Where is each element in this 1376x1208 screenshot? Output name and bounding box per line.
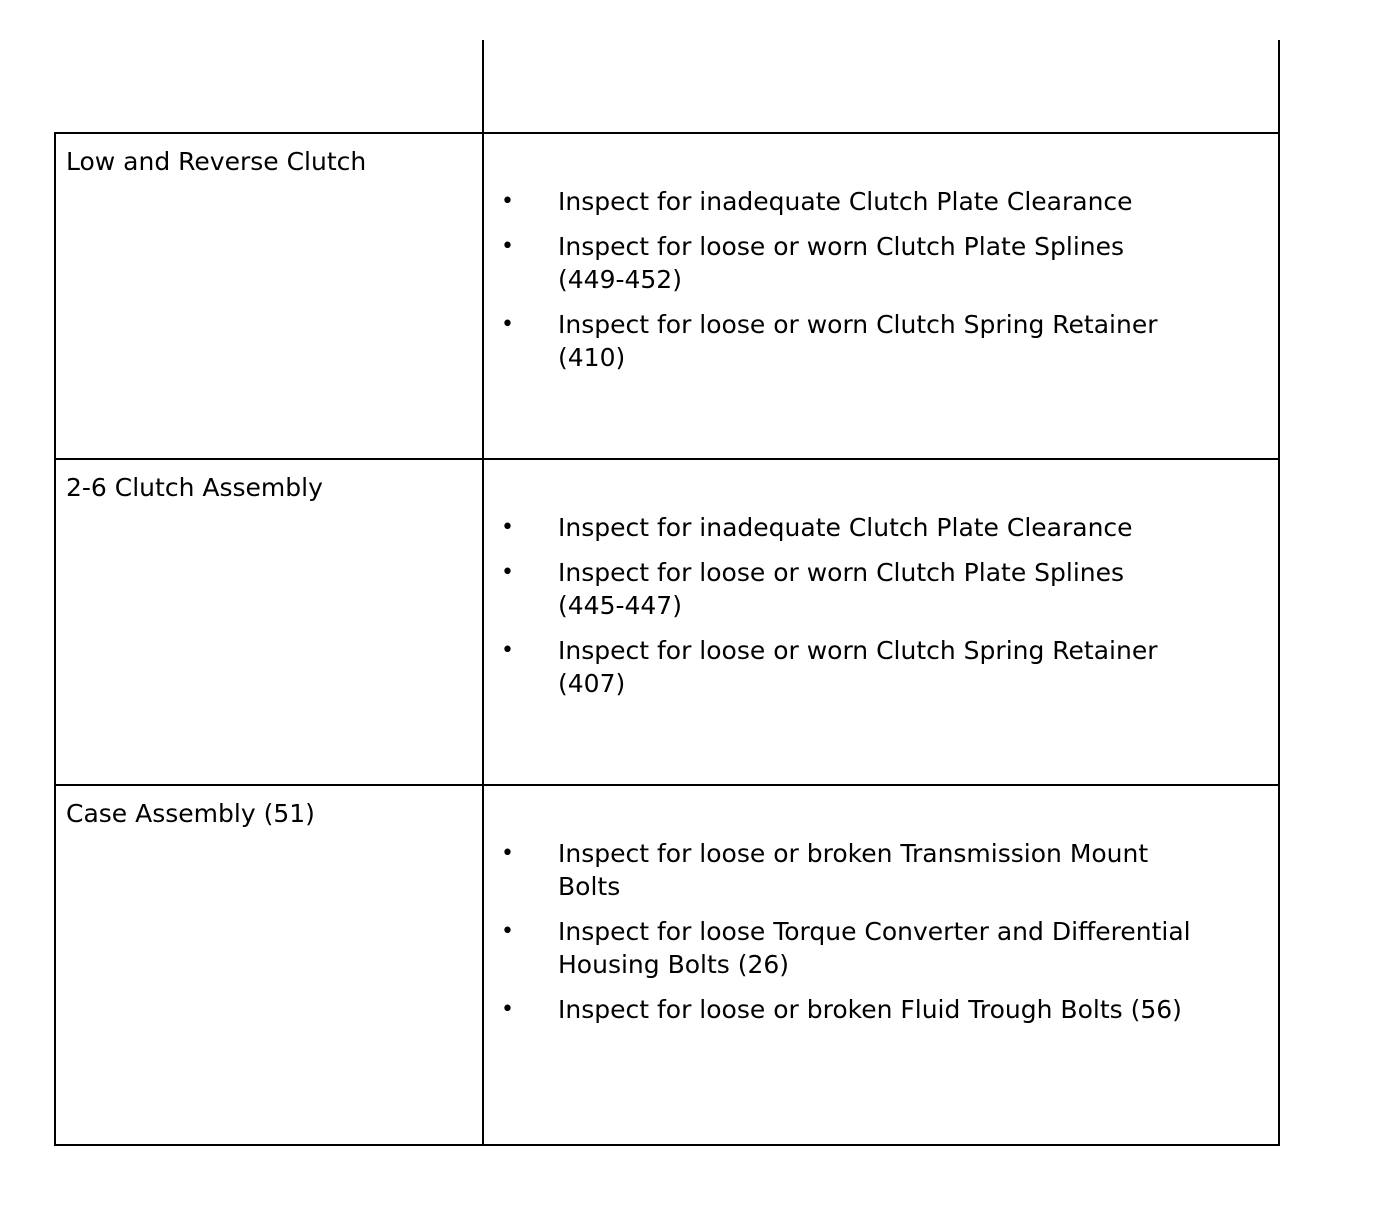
component-label: Case Assembly (51) <box>66 799 315 828</box>
list-item-text: Inspect for loose or worn Clutch Plate Splines (445-447) <box>558 558 1125 620</box>
list-item-text: Inspect for loose Torque Converter and Differential Housing Bolts (26) <box>558 917 1191 979</box>
list-item <box>495 230 1195 296</box>
list-item-text: Inspect for loose or broken Fluid Trough Bolts (56) <box>558 995 1182 1024</box>
table-column-divider <box>482 40 484 1146</box>
bullet-icon: • <box>501 638 514 663</box>
list-item-text: Inspect for loose or worn Clutch Spring Retainer (410) <box>558 310 1158 372</box>
list-item <box>495 185 1195 218</box>
row-divider <box>54 458 1280 460</box>
table-left-border <box>54 133 56 1146</box>
list-item-text: Inspect for inadequate Clutch Plate Clearance <box>558 187 1133 216</box>
row-divider <box>54 132 1280 134</box>
component-label: 2-6 Clutch Assembly <box>66 473 323 502</box>
bullet-icon: • <box>501 234 514 259</box>
table-bottom-border <box>54 1144 1280 1146</box>
inspection-list <box>495 185 1195 386</box>
list-item <box>495 634 1195 700</box>
bullet-icon: • <box>501 312 514 337</box>
row-divider <box>54 784 1280 786</box>
list-item-text: Inspect for inadequate Clutch Plate Clearance <box>558 513 1133 542</box>
list-item-text: Inspect for loose or worn Clutch Spring Retainer (407) <box>558 636 1158 698</box>
list-item <box>495 511 1195 544</box>
component-label: Low and Reverse Clutch <box>66 147 367 176</box>
list-item-text: Inspect for loose or worn Clutch Plate Splines (449-452) <box>558 232 1125 294</box>
bullet-icon: • <box>501 560 514 585</box>
bullet-icon: • <box>501 515 514 540</box>
list-item-text: Inspect for loose or broken Transmission Mount Bolts <box>558 839 1149 901</box>
bullet-icon: • <box>501 841 514 866</box>
table-right-border <box>1278 40 1280 1146</box>
list-item <box>495 915 1195 981</box>
list-item <box>495 308 1195 374</box>
inspection-table <box>54 40 1280 1146</box>
inspection-list <box>495 511 1195 712</box>
list-item <box>495 837 1195 903</box>
bullet-icon: • <box>501 997 514 1022</box>
list-item <box>495 556 1195 622</box>
bullet-icon: • <box>501 189 514 214</box>
bullet-icon: • <box>501 919 514 944</box>
inspection-list <box>495 837 1195 1038</box>
list-item <box>495 993 1195 1026</box>
